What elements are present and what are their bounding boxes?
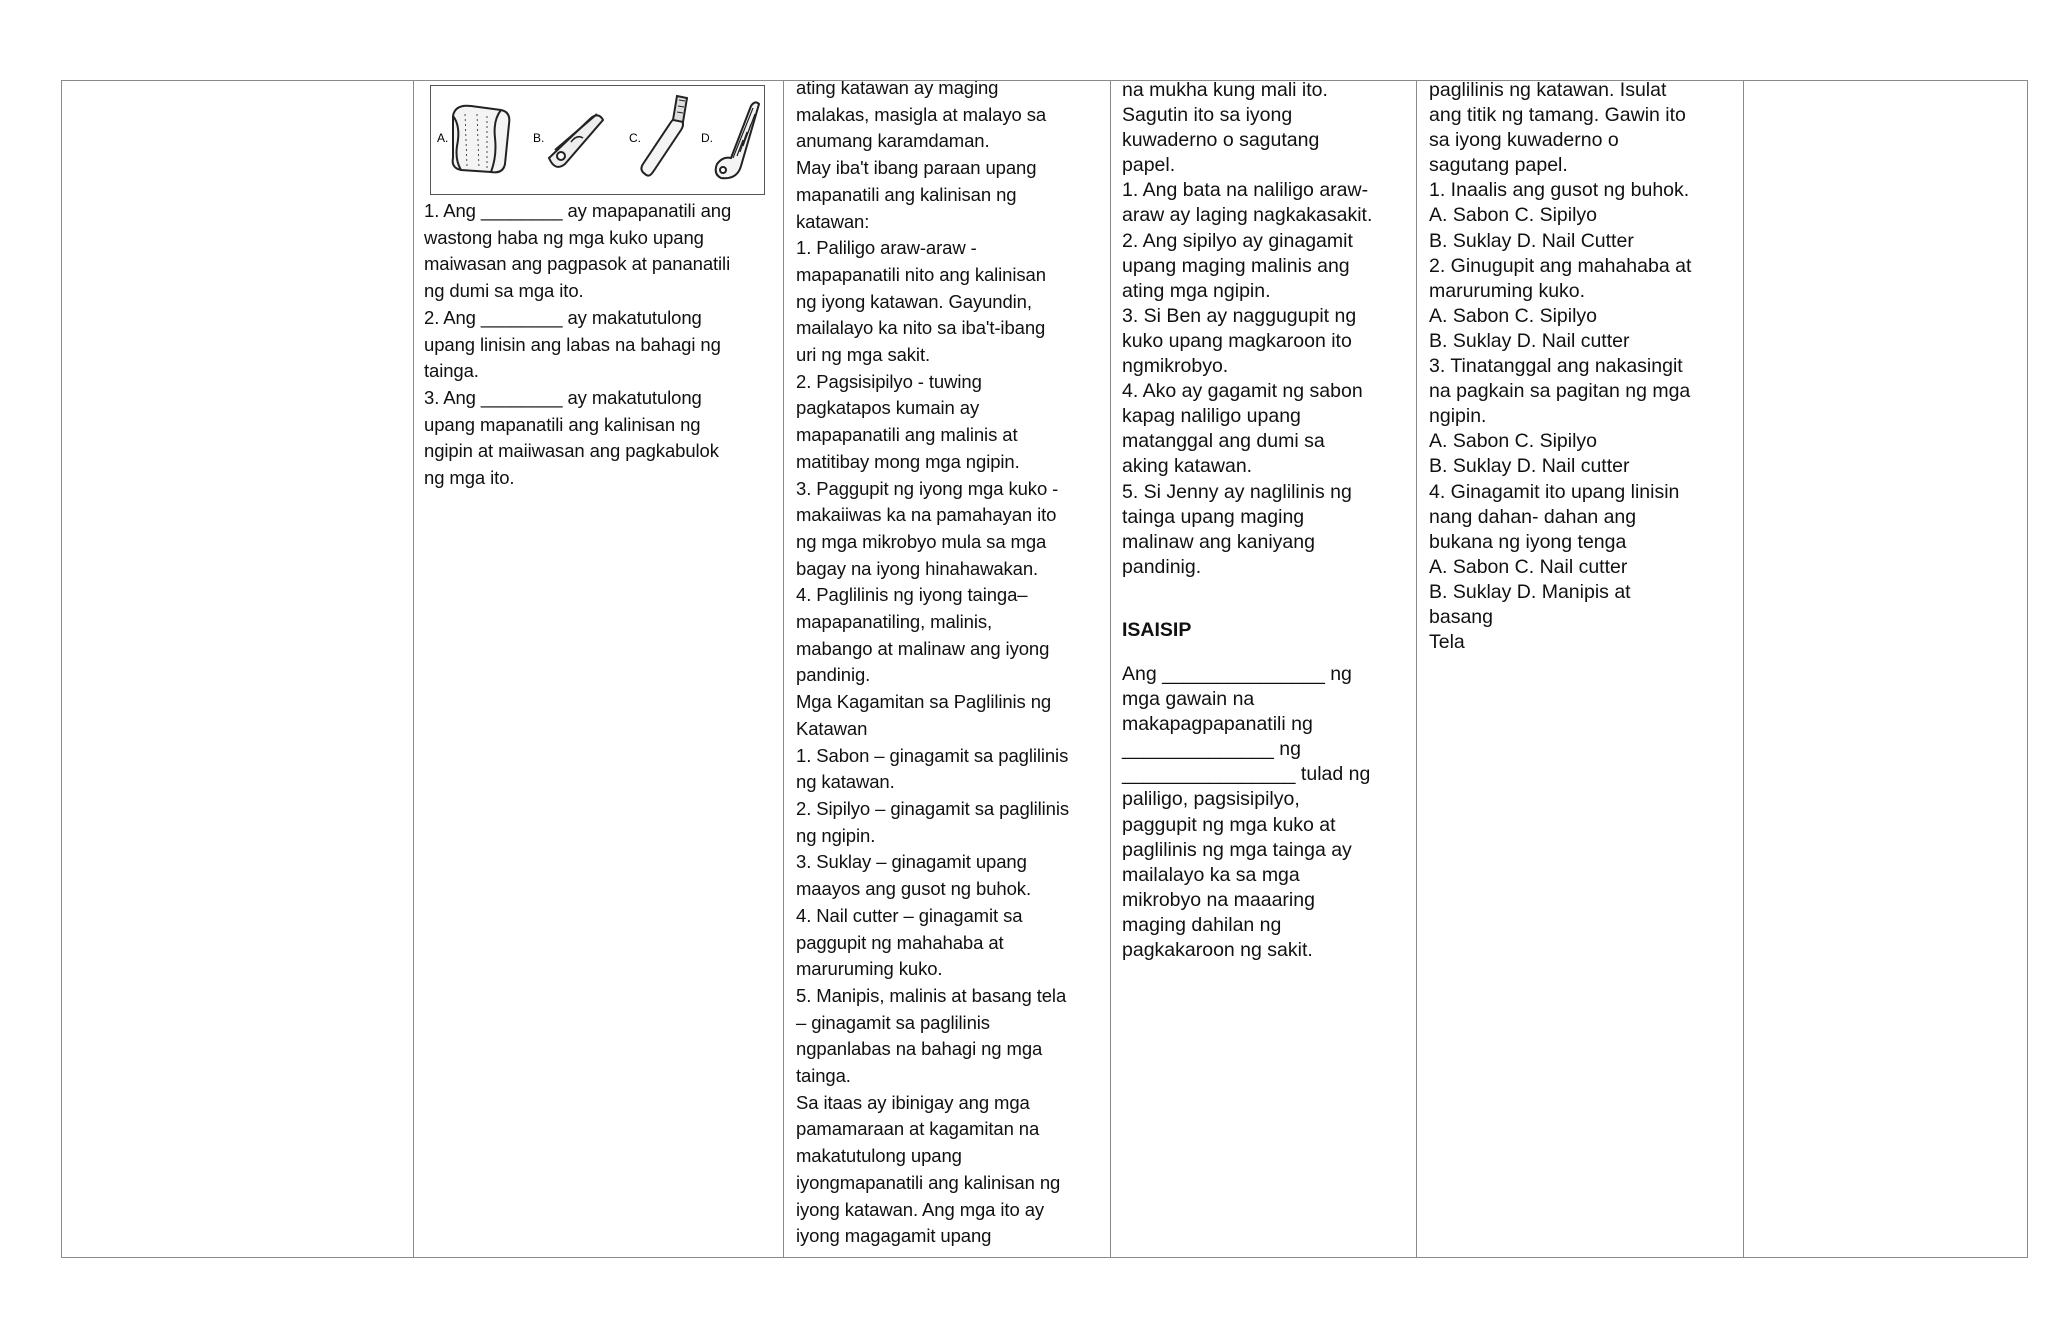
image-label-d: D. <box>701 131 713 145</box>
text-line: mikrobyo na maaaring <box>1122 888 1315 911</box>
text-line: tainga upang maging <box>1122 505 1305 528</box>
text-line: kuko upang magkaroon ito <box>1122 329 1352 352</box>
text-line: 2. Ang ________ ay makatutulong <box>424 306 702 328</box>
text-line: upang linisin ang labas na bahagi ng <box>424 333 721 355</box>
text-line: ng katawan. <box>796 771 895 793</box>
text-line: mailalayo ka nito sa iba't-ibang <box>796 317 1046 339</box>
text-line: anumang karamdaman. <box>796 130 990 152</box>
towel-icon <box>453 106 510 173</box>
text-line: uri ng mga sakit. <box>796 344 931 366</box>
text-line: mabango at malinaw ang iyong <box>796 637 1050 659</box>
text-line: 2. Pagsisipilyo - tuwing <box>796 370 982 392</box>
text-line: Katawan <box>796 717 868 739</box>
text-line: makatutulong upang <box>796 1145 962 1167</box>
text-line: maiwasan ang pagpasok at pananatili <box>424 253 731 275</box>
text-line: ng dumi sa mga ito. <box>424 280 584 302</box>
text-line: kuwaderno o sagutang <box>1122 129 1320 152</box>
table-column-1 <box>62 81 414 1257</box>
text-line: na mukha kung mali ito. <box>1122 81 1328 101</box>
text-line: A. Sabon C. Sipilyo <box>1429 204 1598 227</box>
text-line: 3. Si Ben ay naggugupit ng <box>1122 304 1357 327</box>
text-line: 3. Ang ________ ay makatutulong <box>424 386 702 408</box>
text-line: ng mga mikrobyo mula sa mga <box>796 530 1047 552</box>
toothbrush-icon <box>641 96 687 176</box>
section-heading: ISAISIP <box>1122 618 1192 641</box>
text-line: upang maging malinis ang <box>1122 254 1350 277</box>
text-line: Ang _______________ ng <box>1122 662 1352 685</box>
text-line: makaiiwas ka na pamahayan ito <box>796 504 1057 526</box>
text-line: sagutang papel. <box>1429 154 1568 177</box>
text-line: 4. Ginagamit ito upang linisin <box>1429 480 1680 503</box>
text-line: iyongmapanatili ang kalinisan ng <box>796 1171 1061 1193</box>
nail-cutter-icon <box>549 114 603 167</box>
table-column-4 <box>1111 81 1417 1257</box>
text-line: bukana ng iyong tenga <box>1429 530 1627 553</box>
text-line: paglilinis ng katawan. Isulat <box>1429 81 1667 101</box>
text-line: Sagutin ito sa iyong <box>1122 104 1293 127</box>
text-line: papel. <box>1122 154 1176 177</box>
text-line: pandinig. <box>796 664 871 686</box>
text-line: iyong magagamit upang <box>796 1225 992 1247</box>
text-line: makapagpapanatili ng <box>1122 713 1313 736</box>
text-line: katawan: <box>796 210 870 232</box>
text-line: ngmikrobyo. <box>1122 355 1229 378</box>
text-line: matanggal ang dumi sa <box>1122 430 1325 453</box>
text-line: paglilinis ng mga tainga ay <box>1122 838 1352 861</box>
text-line: 1. Paliligo araw-araw - <box>796 237 977 259</box>
table-column-6 <box>1744 81 2028 1257</box>
text-line: mga gawain na <box>1122 688 1255 711</box>
table-column-5 <box>1417 81 1744 1257</box>
text-line: kapag naliligo upang <box>1122 405 1301 428</box>
hygiene-items-drawing <box>431 86 763 193</box>
text-line: pamamaraan at kagamitan na <box>796 1118 1040 1140</box>
text-line: malinaw ang kaniyang <box>1122 530 1315 553</box>
text-line: pandinig. <box>1122 555 1202 578</box>
hygiene-items-image <box>430 85 765 195</box>
text-line: ______________ ng <box>1122 738 1301 761</box>
text-line: maging dahilan ng <box>1122 913 1282 936</box>
text-line: 2. Ginugupit ang mahahaba at <box>1429 254 1692 277</box>
discussion-text <box>796 81 1069 1250</box>
text-line: paggupit ng mga kuko at <box>1122 813 1336 836</box>
image-label-b: B. <box>533 131 545 145</box>
text-line: B. Suklay D. Nail Cutter <box>1429 229 1634 252</box>
text-line: B. Suklay D. Nail cutter <box>1429 455 1630 478</box>
text-line: ________________ tulad ng <box>1122 763 1371 786</box>
lesson-table <box>61 80 2028 1258</box>
text-line: 4. Nail cutter – ginagamit sa <box>796 904 1023 926</box>
text-line: paggupit ng mahahaba at <box>796 931 1004 953</box>
text-line: paliligo, pagsisipilyo, <box>1122 788 1300 811</box>
text-line: 1. Sabon – ginagamit sa paglilinis <box>796 744 1069 766</box>
text-line: 1. Inaalis ang gusot ng buhok. <box>1429 179 1690 202</box>
text-line: B. Suklay D. Manipis at <box>1429 580 1631 603</box>
text-line: ating katawan ay maging <box>796 81 999 98</box>
text-line: 5. Si Jenny ay naglilinis ng <box>1122 480 1352 503</box>
text-line: araw ay laging nagkakasakit. <box>1122 204 1373 227</box>
text-line: maayos ang gusot ng buhok. <box>796 878 1031 900</box>
table-column-2 <box>414 81 784 1257</box>
text-line: 5. Manipis, malinis at basang tela <box>796 984 1067 1006</box>
text-line: ngipin at maiiwasan ang pagkabulok <box>424 440 719 462</box>
text-line: ng iyong katawan. Gayundin, <box>796 290 1032 312</box>
text-line: 4. Paglilinis ng iyong tainga– <box>796 584 1028 606</box>
text-line: nang dahan- dahan ang <box>1429 505 1637 528</box>
text-line: basang <box>1429 605 1493 628</box>
text-line: mapanatili ang kalinisan ng <box>796 183 1017 205</box>
text-line: 1. Ang ________ ay mapapanatili ang <box>424 200 732 221</box>
text-line: wastong haba ng mga kuko upang <box>424 226 704 248</box>
text-line: bagay na iyong hinahawakan. <box>796 557 1039 579</box>
text-line: A. Sabon C. Nail cutter <box>1429 555 1628 578</box>
text-line: B. Suklay D. Nail cutter <box>1429 329 1630 352</box>
text-line: upang mapanatili ang kalinisan ng <box>424 413 701 435</box>
text-line: 4. Ako ay gagamit ng sabon <box>1122 380 1363 403</box>
text-line: na pagkain sa pagitan ng mga <box>1429 380 1691 403</box>
text-line: tainga. <box>796 1065 851 1087</box>
table-column-3 <box>784 81 1111 1257</box>
text-line: matitibay mong mga ngipin. <box>796 450 1020 472</box>
text-line: iyong katawan. Ang mga ito ay <box>796 1198 1045 1220</box>
text-line: malakas, masigla at malayo sa <box>796 103 1047 125</box>
text-line: pagkatapos kumain ay <box>796 397 980 419</box>
text-line: 2. Ang sipilyo ay ginagamit <box>1122 229 1353 252</box>
text-line: mapapanatili nito ang kalinisan <box>796 263 1046 285</box>
text-line: maruruming kuko. <box>1429 279 1586 302</box>
image-label-a: A. <box>437 131 449 145</box>
text-line: 2. Sipilyo – ginagamit sa paglilinis <box>796 797 1070 819</box>
text-line: ngpanlabas na bahagi ng mga <box>796 1038 1043 1060</box>
text-line: ngipin. <box>1429 405 1487 428</box>
text-line: ating mga ngipin. <box>1122 279 1271 302</box>
image-label-c: C. <box>629 131 641 145</box>
text-line: Sa itaas ay ibinigay ang mga <box>796 1091 1030 1113</box>
text-line: – ginagamit sa paglilinis <box>796 1011 990 1033</box>
text-line: Tela <box>1429 631 1465 654</box>
text-line: mapapanatili ang malinis at <box>796 424 1018 446</box>
text-line: 3. Tinatanggal ang nakasingit <box>1429 355 1683 378</box>
text-line: pagkakaroon ng sakit. <box>1122 939 1313 961</box>
text-line: sa iyong kuwaderno o <box>1429 129 1619 152</box>
text-line: 3. Suklay – ginagamit upang <box>796 851 1027 873</box>
text-line: aking katawan. <box>1122 455 1253 478</box>
text-line: May iba't ibang paraan upang <box>796 157 1037 179</box>
text-line: 1. Ang bata na naliligo araw- <box>1122 179 1369 202</box>
text-line: ang titik ng tamang. Gawin ito <box>1429 104 1686 127</box>
text-line: tainga. <box>424 360 479 382</box>
true-false-exercise <box>1122 81 1372 963</box>
text-line: Mga Kagamitan sa Paglilinis ng <box>796 691 1052 713</box>
text-line: A. Sabon C. Sipilyo <box>1429 304 1598 327</box>
text-line: 3. Paggupit ng iyong mga kuko - <box>796 477 1059 499</box>
text-line: maruruming kuko. <box>796 958 943 980</box>
text-line: ng mga ito. <box>424 467 515 489</box>
fill-in-the-blank-questions <box>424 198 731 492</box>
text-line: mapapanatiling, malinis, <box>796 611 993 633</box>
text-line: A. Sabon C. Sipilyo <box>1429 430 1598 453</box>
comb-icon <box>716 102 759 178</box>
text-line: mailalayo ka sa mga <box>1122 863 1300 886</box>
text-line: ng ngipin. <box>796 824 876 846</box>
multiple-choice-quiz <box>1429 81 1691 655</box>
